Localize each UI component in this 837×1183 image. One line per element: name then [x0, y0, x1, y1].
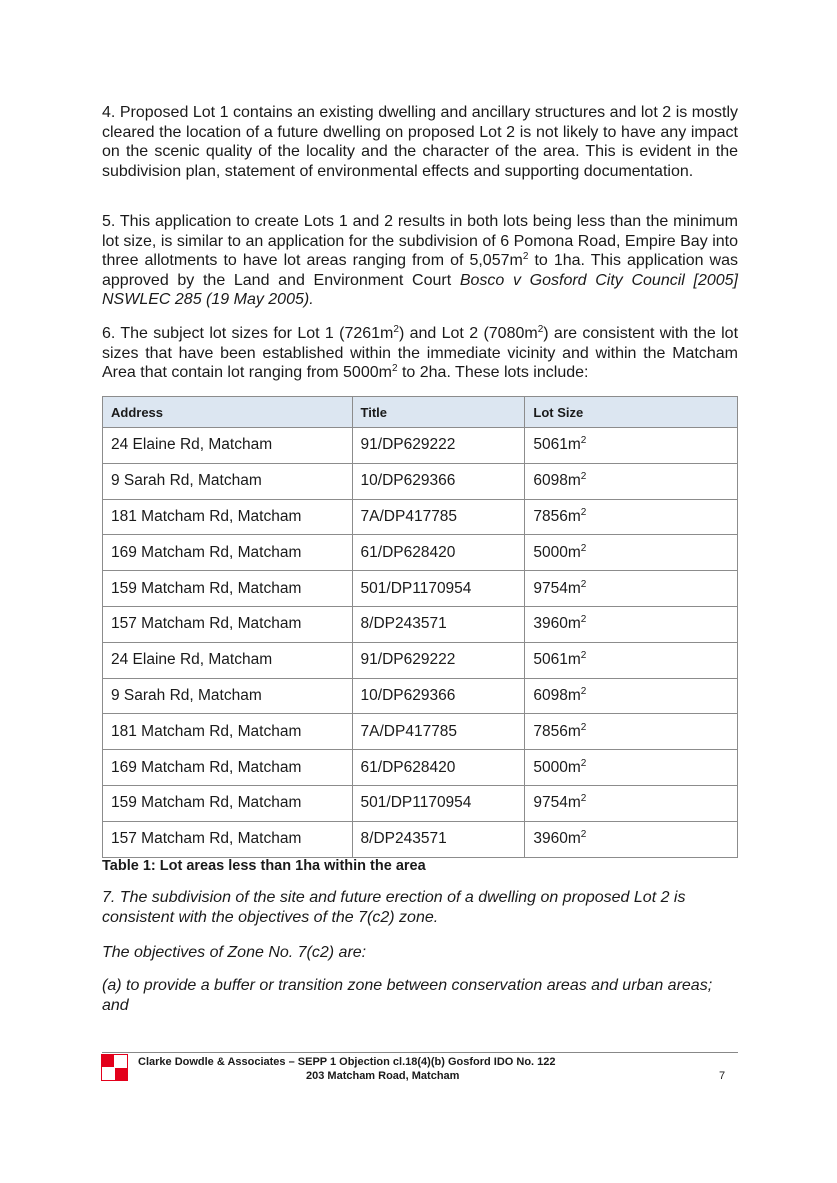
table-row	[103, 750, 738, 786]
cell-title: 10/DP629366	[352, 463, 525, 499]
cell-lot-size	[525, 714, 738, 750]
cell-lot-size	[525, 571, 738, 607]
cell-lot-size	[525, 642, 738, 678]
paragraph-4: 4. Proposed Lot 1 contains an existing dwelling and ancillary structures and lot 2 is mostly cleared the location of a future dwelling on proposed Lot 2 is not likely to have any impact on the scenic quality of the locality and the character of the area. This is evident in the subdivision plan, statement of environmental effects and supporting documentation.	[102, 104, 738, 180]
paragraph-5-text-cont: to 1ha. This application was approved by the Land and Environment Court	[102, 252, 738, 289]
superscript: 2	[580, 829, 587, 841]
lot-size-value: 6098m	[533, 686, 581, 704]
table-row	[103, 642, 738, 678]
lot-size-value: 9754m	[533, 579, 581, 597]
table-body	[103, 428, 738, 858]
cell-title: 61/DP628420	[352, 750, 525, 786]
table-row	[103, 535, 738, 571]
superscript: 2	[580, 506, 587, 518]
cell-title: 7A/DP417785	[352, 499, 525, 535]
cell-lot-size	[525, 750, 738, 786]
cell-address: 9 Sarah Rd, Matcham	[103, 678, 353, 714]
column-header-address: Address	[103, 397, 353, 428]
lot-size-value: 5000m	[533, 543, 581, 561]
cell-address: 169 Matcham Rd, Matcham	[103, 535, 353, 571]
superscript: 2	[580, 614, 587, 626]
table-row	[103, 821, 738, 857]
lot-size-value: 7856m	[533, 507, 581, 525]
cell-address: 157 Matcham Rd, Matcham	[103, 821, 353, 857]
table-header-row	[103, 397, 738, 428]
cell-address: 159 Matcham Rd, Matcham	[103, 571, 353, 607]
table-row	[103, 571, 738, 607]
paragraph-5	[102, 212, 738, 310]
superscript: 2	[580, 542, 587, 554]
footer-divider	[102, 1052, 738, 1053]
footer-title: Clarke Dowdle & Associates – SEPP 1 Objection cl.18(4)(b) Gosford IDO No. 122	[138, 1056, 556, 1068]
cell-address: 169 Matcham Rd, Matcham	[103, 750, 353, 786]
superscript: 2	[393, 324, 399, 335]
cell-address: 24 Elaine Rd, Matcham	[103, 642, 353, 678]
superscript: 2	[580, 435, 587, 447]
superscript: 2	[580, 757, 587, 769]
cell-address: 159 Matcham Rd, Matcham	[103, 785, 353, 821]
cell-lot-size	[525, 821, 738, 857]
lot-size-value: 5061m	[533, 436, 581, 454]
lot-size-value: 3960m	[533, 615, 581, 633]
superscript: 2	[522, 251, 529, 263]
cell-title: 501/DP1170954	[352, 571, 525, 607]
lot-size-value: 7856m	[533, 722, 581, 740]
lot-size-value: 3960m	[533, 830, 581, 848]
table-row	[103, 606, 738, 642]
cell-address: 24 Elaine Rd, Matcham	[103, 428, 353, 464]
table-row	[103, 463, 738, 499]
objective-a: (a) to provide a buffer or transition zone between conservation areas and urban areas; and	[102, 977, 713, 1014]
cell-lot-size	[525, 606, 738, 642]
cell-title: 91/DP629222	[352, 642, 525, 678]
superscript: 2	[580, 578, 587, 590]
cell-title: 91/DP629222	[352, 428, 525, 464]
table-row	[103, 678, 738, 714]
table-row	[103, 785, 738, 821]
paragraph-6-text-cont2: ) are consistent with the lot sizes that have been established within the immediate vicinity and within the Matcham Area that contain lot ranging from 5000m	[102, 325, 739, 382]
cell-title: 8/DP243571	[352, 821, 525, 857]
superscript: 2	[580, 685, 587, 697]
paragraph-5-text: 5. This application to create Lots 1 and 2 results in both lots being less than the minimum lot size, is similar to an application for the subdivision of 6 Pomona Road, Empire Bay into three allotments to have lot areas ranging from of 5,057m	[102, 213, 738, 270]
cell-lot-size	[525, 499, 738, 535]
column-header-title: Title	[352, 397, 525, 428]
objectives-intro: The objectives of Zone No. 7(c2) are:	[102, 944, 367, 961]
superscript: 2	[580, 721, 587, 733]
cell-address: 157 Matcham Rd, Matcham	[103, 606, 353, 642]
cell-title: 10/DP629366	[352, 678, 525, 714]
cell-title: 7A/DP417785	[352, 714, 525, 750]
lot-size-value: 6098m	[533, 472, 581, 490]
table-row	[103, 714, 738, 750]
company-logo-icon	[101, 1054, 128, 1081]
lot-sizes-table	[102, 396, 738, 858]
cell-title: 501/DP1170954	[352, 785, 525, 821]
cell-address: 181 Matcham Rd, Matcham	[103, 714, 353, 750]
table-caption: Table 1: Lot areas less than 1ha within the area	[102, 858, 426, 874]
paragraph-7: 7. The subdivision of the site and future erection of a dwelling on proposed Lot 2 is consistent with the objectives of the 7(c2) zone.	[102, 889, 686, 926]
superscript: 2	[391, 363, 398, 375]
cell-lot-size	[525, 785, 738, 821]
superscript: 2	[580, 650, 587, 662]
cell-address: 181 Matcham Rd, Matcham	[103, 499, 353, 535]
cell-address: 9 Sarah Rd, Matcham	[103, 463, 353, 499]
superscript: 2	[580, 793, 587, 805]
paragraph-6-text: 6. The subject lot sizes for Lot 1 (7261m	[102, 325, 394, 342]
superscript: 2	[580, 471, 587, 483]
lot-size-value: 5061m	[533, 651, 581, 669]
footer-address: 203 Matcham Road, Matcham	[306, 1070, 460, 1082]
cell-title: 61/DP628420	[352, 535, 525, 571]
paragraph-6-text-cont: ) and Lot 2 (7080m	[398, 325, 538, 342]
cell-lot-size	[525, 678, 738, 714]
page-number: 7	[719, 1070, 726, 1082]
lot-size-value: 5000m	[533, 758, 581, 776]
superscript: 2	[537, 324, 544, 335]
cell-lot-size	[525, 428, 738, 464]
cell-lot-size	[525, 535, 738, 571]
table-row	[103, 428, 738, 464]
cell-lot-size	[525, 463, 738, 499]
paragraph-6-text-end: to 2ha. These lots include:	[397, 364, 589, 382]
court-case-citation: Bosco v Gosford City Council [2005] NSWLEC 285 (19 May 2005).	[102, 271, 738, 309]
column-header-lot-size: Lot Size	[525, 397, 738, 428]
lot-size-value: 9754m	[533, 794, 581, 812]
paragraph-6	[102, 324, 738, 383]
cell-title: 8/DP243571	[352, 606, 525, 642]
table-row	[103, 499, 738, 535]
